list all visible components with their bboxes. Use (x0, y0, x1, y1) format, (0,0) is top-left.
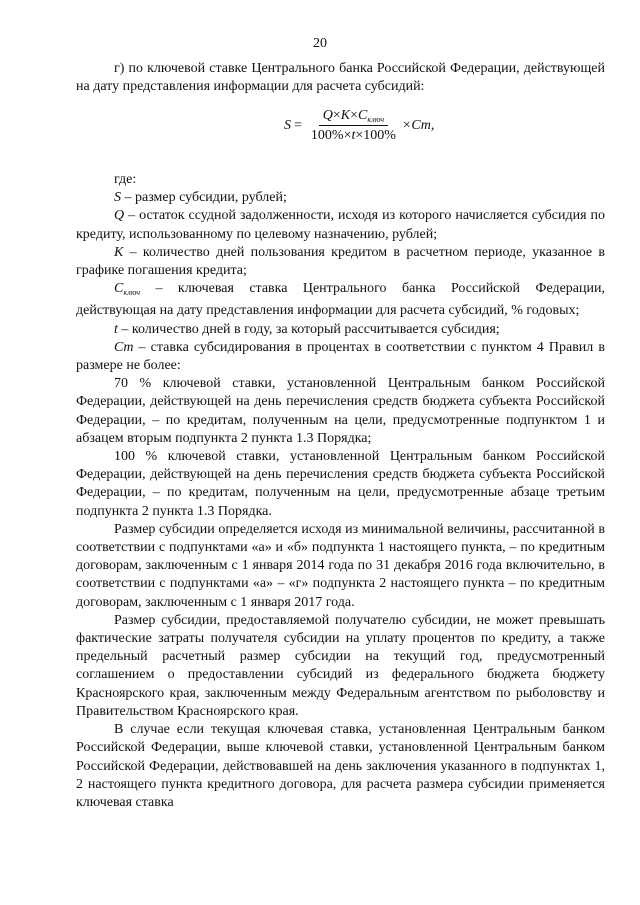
definition-text: – ключевая ставка Центрального банка Российской Федерации, действующая на дату представления информации для расчета субсидий, % годовых; (76, 281, 605, 319)
intro-text: г) по ключевой ставке Центрального банка Российской Федерации, действующей на дату представления информации для расчета субсидий: (76, 61, 605, 95)
formula-fraction (307, 108, 400, 144)
definition-symbol-subscript: ключ (123, 288, 141, 298)
formula-tail: ×Cm, (401, 118, 435, 133)
formula-den-b: ×100% (355, 128, 396, 143)
definition-q (76, 207, 605, 243)
definition-symbol: K (114, 244, 124, 260)
formula-lhs: S (284, 118, 291, 133)
definition-symbol: Cm (114, 339, 134, 355)
where-label: где: (114, 172, 137, 187)
definition-symbol: S (114, 190, 121, 206)
definition-symbol: C (114, 281, 124, 297)
formula-numerator (319, 108, 388, 126)
definition-text: – размер субсидии, рублей; (121, 190, 287, 206)
paragraph-70-percent: 70 % ключевой ставки, установленной Центральным банком Российской Федерации, действующей на день перечисления средств бюджета субъекта Российской Федерации, – по кредитам, полученным на цели, предусмотренные подпунктом 1 и абзацем вторым подпункта 2 пункта 1.3 Порядка; (76, 376, 605, 446)
definition-t (76, 321, 605, 339)
formula-den-t: t (351, 128, 356, 143)
paragraph-subsidy-limit: Размер субсидии, предоставляемой получателю субсидии, не может превышать фактические затраты получателя субсидии на уплату процентов по кредиту, а также предельный расчетный размер субсидии на текущий год, предусмотренный соглашением о предоставлении субсидий из федерального бюджета бюджету Красноярского края, заключенным между Федеральным агентством по рыболовству и Правительством Красноярского края. (76, 612, 605, 719)
definition-symbol: t (114, 321, 118, 337)
definition-c (76, 280, 605, 320)
definition-text: – количество дней в году, за который рассчитывается субсидия; (117, 321, 500, 337)
paragraph-key-rate-change: В случае если текущая ключевая ставка, установленная Центральным банком Российской Федерации, выше ключевой ставки, установленной Центральным банком Российской Федерации, действовавшей на день заключения указанного в подпунктах 1, 2 настоящего пункта кредитного договора, для расчета размера субсидии применяется ключевая ставка (76, 722, 605, 810)
page-number: 20 (313, 36, 327, 51)
definition-text: – количество дней пользования кредитом в расчетном периоде, указанное в графике погашения кредита; (76, 244, 605, 279)
formula-denominator (307, 126, 400, 144)
formula-den-a: 100%× (310, 128, 352, 143)
definition-text: – ставка субсидирования в процентах в соответствии с пунктом 4 Правил в размере не более: (76, 339, 605, 374)
definition-k (76, 244, 605, 280)
definition-text: – остаток ссудной задолженности, исходя из которого начисляется субсидия по кредиту, использованному по целевому назначению, рублей; (76, 208, 605, 242)
paragraph-minimum-value: Размер субсидии определяется исходя из минимальной величины, рассчитанной в соответствии с подпунктами «а» и «б» подпункта 1 настоящего пункта, – по кредитным договорам, заключенным с 1 января 2014 года по 31 декабря 2016 года включительно, в соответствии с подпунктами «а» – «г» подпункта 2 настоящего пункта – по кредитным договорам, заключенным с 1 января 2017 года. (76, 521, 605, 610)
formula-k: K (340, 108, 351, 123)
formula-c-subscript: ключ (367, 115, 385, 124)
intro-paragraph (76, 60, 605, 96)
definition-s (76, 189, 605, 207)
formula-times-2: × (350, 108, 358, 123)
definitions-block (76, 171, 605, 812)
definition-cm (76, 339, 605, 375)
formula-q: Q (322, 108, 333, 123)
formula-c: C (358, 108, 368, 123)
formula-times-1: × (332, 108, 341, 123)
subsidy-formula (284, 108, 434, 144)
definition-symbol: Q (114, 208, 125, 224)
formula-equals: = (294, 118, 302, 133)
paragraph-100-percent: 100 % ключевой ставки, установленной Центральным банком Российской Федерации, действующей на день перечисления средств бюджета субъекта Российской Федерации, – по кредитам, полученным на цели, предусмотренные абзаце третьим подпункта 2 пункта 1.3 Порядка. (76, 449, 605, 519)
